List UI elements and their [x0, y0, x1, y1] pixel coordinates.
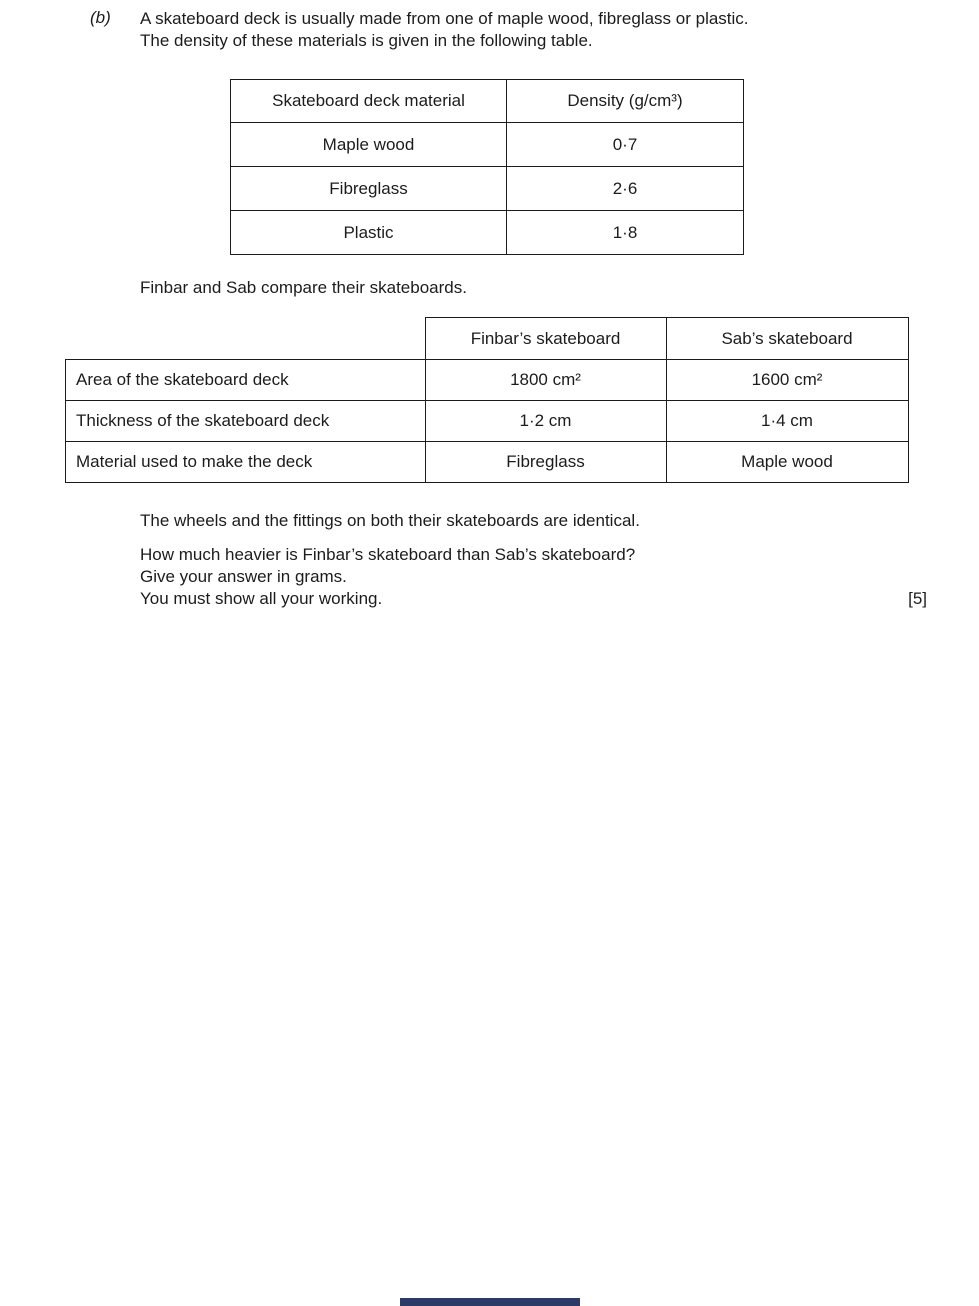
page-bottom-bar: [400, 1298, 580, 1306]
density-cell-value: 1·8: [507, 211, 744, 255]
compare-table-header-row: [66, 318, 909, 360]
table-row: [66, 442, 909, 483]
compare-row-label: Material used to make the deck: [66, 442, 426, 483]
compare-cell-sab: 1·4 cm: [666, 401, 908, 442]
exam-page: [0, 8, 979, 1306]
compare-row-label: Area of the skateboard deck: [66, 360, 426, 401]
working-line: You must show all your working.: [140, 589, 383, 608]
working-row: [140, 588, 927, 610]
density-cell-material: Plastic: [231, 211, 507, 255]
part-label: (b): [90, 8, 111, 27]
marks-badge: [5]: [908, 589, 927, 608]
compare-header-empty: [66, 318, 426, 360]
density-cell-material: Fibreglass: [231, 167, 507, 211]
compare-cell-finbar: 1800 cm²: [425, 360, 666, 401]
table-row: [66, 360, 909, 401]
compare-header-finbar: Finbar’s skateboard: [425, 318, 666, 360]
table-row: [231, 167, 744, 211]
compare-cell-finbar: Fibreglass: [425, 442, 666, 483]
table-row: [66, 401, 909, 442]
compare-table: [65, 317, 909, 483]
density-table-header-row: [231, 80, 744, 123]
intro-line-2: The density of these materials is given in the following table.: [140, 31, 593, 50]
density-cell-value: 0·7: [507, 123, 744, 167]
compare-cell-sab: 1600 cm²: [666, 360, 908, 401]
compare-cell-finbar: 1·2 cm: [425, 401, 666, 442]
density-table: [230, 79, 744, 255]
question-block: [140, 544, 979, 588]
table-row: [231, 123, 744, 167]
intro-line-1: A skateboard deck is usually made from one of maple wood, fibreglass or plastic.: [140, 9, 749, 28]
compare-header-sab: Sab’s skateboard: [666, 318, 908, 360]
compare-cell-sab: Maple wood: [666, 442, 908, 483]
density-cell-value: 2·6: [507, 167, 744, 211]
table-row: [231, 211, 744, 255]
units-line: Give your answer in grams.: [140, 567, 347, 586]
question-intro: [90, 8, 979, 52]
density-header-material: Skateboard deck material: [231, 80, 507, 123]
compare-row-label: Thickness of the skateboard deck: [66, 401, 426, 442]
intro-text: [140, 8, 749, 52]
compare-intro-text: Finbar and Sab compare their skateboards.: [140, 278, 467, 297]
density-cell-material: Maple wood: [231, 123, 507, 167]
wheels-statement: The wheels and the fittings on both their skateboards are identical.: [140, 511, 640, 530]
question-line: How much heavier is Finbar’s skateboard than Sab’s skateboard?: [140, 545, 636, 564]
density-header-density: Density (g/cm³): [507, 80, 744, 123]
